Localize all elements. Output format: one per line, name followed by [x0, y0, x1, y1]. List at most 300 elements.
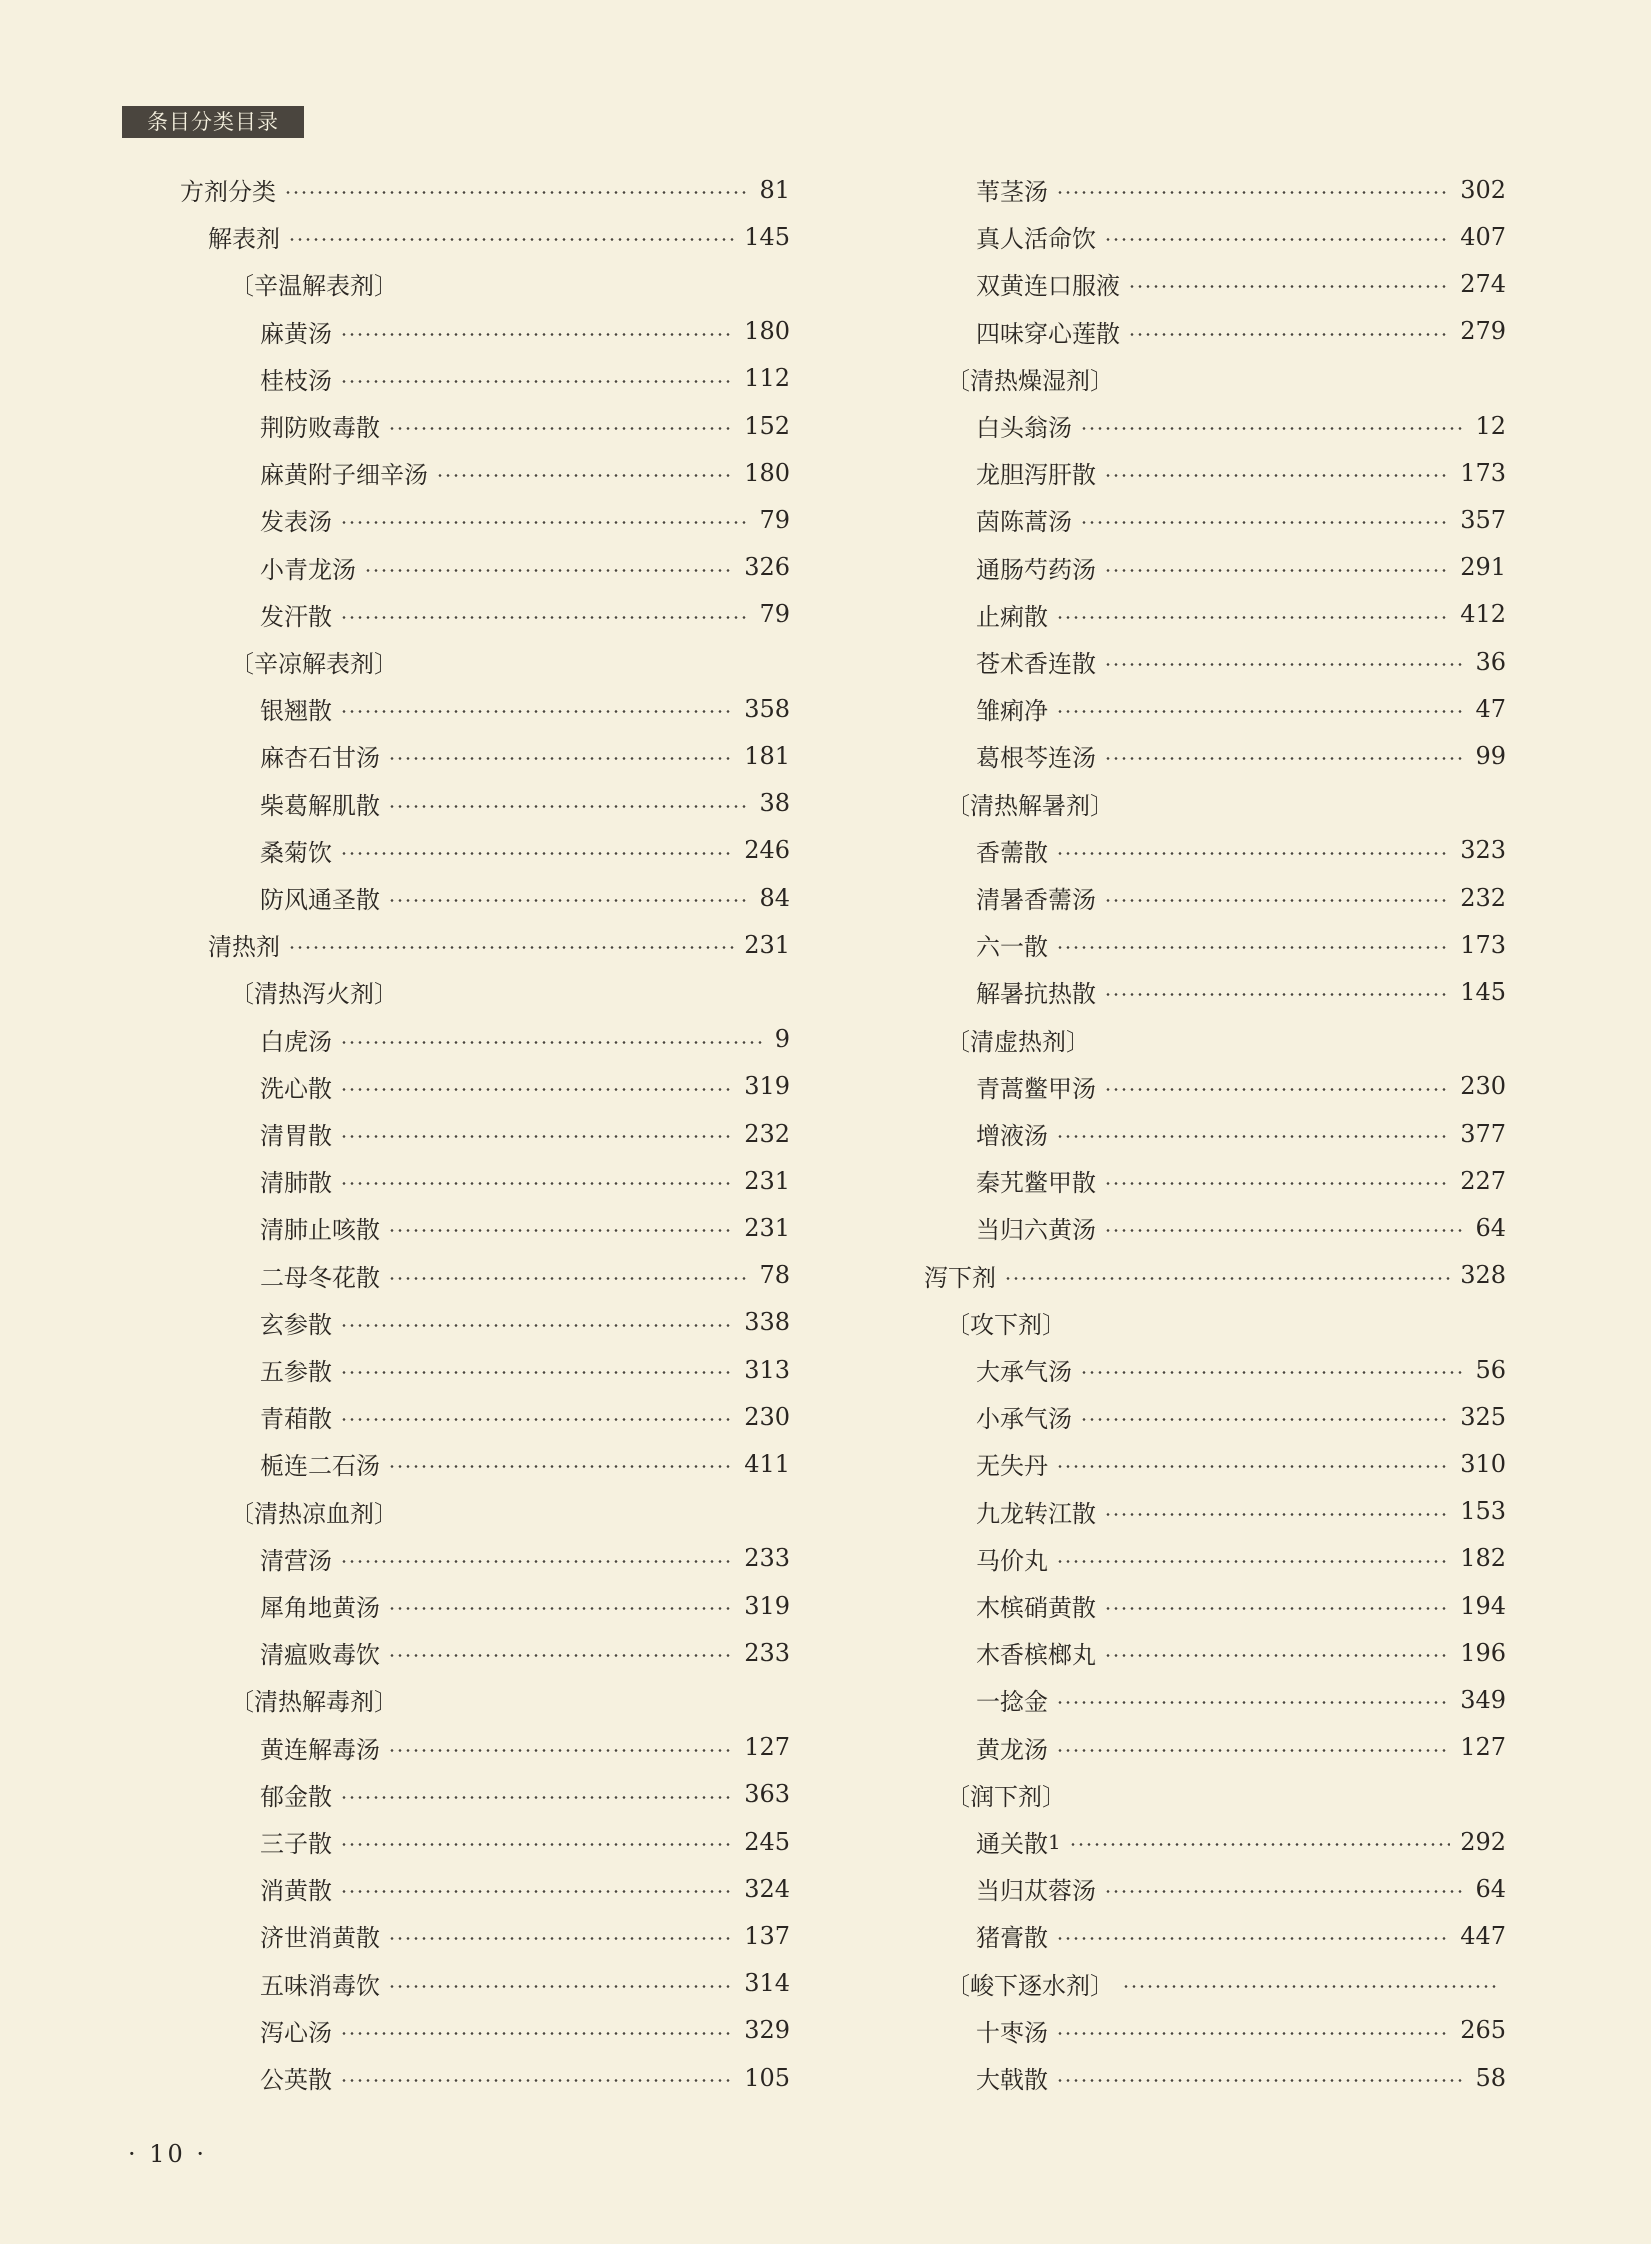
entry-page-number: 325 [1460, 1402, 1506, 1431]
toc-entry [976, 166, 1506, 213]
toc-entry [260, 1535, 790, 1582]
entry-label: 真人活命饮 [976, 225, 1096, 254]
leader-dots [1080, 427, 1465, 430]
leader-dots [340, 852, 734, 855]
toc-entry [976, 1110, 1506, 1157]
entry-page-number: 314 [744, 1969, 790, 1998]
leader-dots [340, 2032, 734, 2035]
toc-entry [976, 1063, 1506, 1110]
entry-label: 玄参散 [260, 1310, 332, 1339]
entry-label: 双黄连口服液 [976, 272, 1120, 301]
entry-page-number: 447 [1460, 1921, 1506, 1950]
leader-dots [288, 946, 734, 949]
toc-entry [976, 1488, 1506, 1535]
entry-label: 当归六黄汤 [976, 1216, 1096, 1245]
entry-label: 方剂分类 [180, 178, 276, 206]
entry-page-number: 173 [1460, 930, 1506, 959]
leader-dots [340, 1418, 734, 1421]
toc-entry [976, 968, 1506, 1015]
entry-page-number: 233 [744, 1638, 790, 1667]
entry-page-number: 36 [1475, 647, 1506, 676]
toc-entry [230, 968, 790, 1015]
entry-label: 龙胆泻肝散 [976, 461, 1096, 490]
entry-page-number: 265 [1460, 2016, 1506, 2045]
entry-label: 柴葛解肌散 [260, 791, 380, 820]
entry-label: 解暑抗热散 [976, 980, 1096, 1009]
leader-dots [1056, 616, 1450, 619]
entry-page-number: 105 [744, 2063, 790, 2092]
leader-dots [340, 1371, 734, 1374]
toc-entry [976, 1724, 1506, 1771]
entry-page-number: 313 [744, 1355, 790, 1384]
toc-entry [260, 1912, 790, 1959]
leader-dots [340, 1182, 734, 1185]
entry-label: 防风通圣散 [260, 886, 380, 914]
toc-entry [260, 1960, 790, 2007]
toc-entry [976, 1912, 1506, 1959]
entry-label: 青蒿鳖甲汤 [976, 1074, 1096, 1103]
leader-dots [340, 333, 734, 336]
leader-dots [1122, 1985, 1496, 1988]
toc-entry [208, 213, 790, 260]
entry-page-number: 196 [1460, 1638, 1506, 1667]
toc-entry [260, 1204, 790, 1251]
leader-dots [1104, 757, 1465, 760]
entry-page-number: 323 [1460, 836, 1506, 865]
entry-label: 五参散 [260, 1358, 332, 1386]
entry-label: 十枣汤 [976, 2018, 1048, 2047]
entry-label: 济世消黄散 [260, 1924, 380, 1953]
entry-page-number: 78 [759, 1261, 790, 1290]
entry-page-number: 329 [744, 2016, 790, 2045]
toc-entry [230, 1676, 790, 1723]
entry-label: 〔清热解暑剂〕 [946, 791, 1114, 820]
entry-page-number: 349 [1460, 1685, 1506, 1714]
entry-label: 清瘟败毒饮 [260, 1641, 380, 1670]
leader-dots [1104, 993, 1450, 996]
toc-entry [260, 1252, 790, 1299]
toc-entry [260, 2054, 790, 2101]
entry-label: 九龙转江散 [976, 1499, 1096, 1528]
entry-page-number: 230 [1460, 1072, 1506, 1101]
entry-label: 一捻金 [976, 1688, 1048, 1717]
toc-entry [976, 2007, 1506, 2054]
toc-entry [976, 449, 1506, 496]
toc-entry [946, 1960, 1506, 2007]
entry-label: 增液汤 [976, 1122, 1048, 1150]
toc-entry [976, 685, 1506, 732]
toc-entry [976, 1157, 1506, 1204]
entry-label: 栀连二石汤 [260, 1452, 380, 1481]
toc-entry [976, 402, 1506, 449]
toc-entry [260, 1063, 790, 1110]
toc-entry [946, 355, 1506, 402]
toc-entry [260, 1865, 790, 1912]
entry-page-number: 324 [744, 1874, 790, 1903]
entry-page-number: 56 [1475, 1355, 1506, 1384]
leader-dots [388, 1937, 734, 1940]
toc-entry [976, 1535, 1506, 1582]
leader-dots [1080, 1371, 1465, 1374]
leader-dots [340, 1088, 734, 1091]
toc-entry [976, 1440, 1506, 1487]
entry-label: 木香槟榔丸 [976, 1641, 1096, 1670]
leader-dots [364, 569, 734, 572]
entry-page-number: 127 [1460, 1733, 1506, 1762]
leader-dots [1056, 191, 1450, 194]
toc-entry [260, 1771, 790, 1818]
toc-entry [260, 1818, 790, 1865]
entry-label: 清热剂 [208, 933, 280, 962]
leader-dots [388, 1465, 734, 1468]
toc-entry [260, 1346, 790, 1393]
leader-dots [436, 474, 734, 477]
leader-dots [340, 1843, 734, 1846]
entry-label: 〔清虚热剂〕 [946, 1027, 1090, 1056]
toc-entry [260, 685, 790, 732]
leader-dots [1056, 1560, 1450, 1563]
entry-label: 〔辛凉解表剂〕 [230, 650, 398, 678]
entry-label: 清营汤 [260, 1546, 332, 1575]
entry-page-number: 79 [759, 505, 790, 534]
entry-page-number: 292 [1460, 1827, 1506, 1856]
toc-entry [260, 780, 790, 827]
toc-entry [976, 496, 1506, 543]
toc-entry [230, 638, 790, 685]
entry-label: 清胃散 [260, 1122, 332, 1150]
leader-dots [340, 616, 749, 619]
entry-page-number: 328 [1460, 1261, 1506, 1290]
leader-dots [288, 238, 734, 241]
entry-label: 清肺止咳散 [260, 1216, 380, 1245]
entry-label: 〔攻下剂〕 [946, 1310, 1066, 1339]
entry-page-number: 231 [744, 930, 790, 959]
entry-page-number: 145 [1460, 977, 1506, 1006]
entry-label: 麻黄附子细辛汤 [260, 461, 428, 490]
entry-page-number: 64 [1475, 1213, 1506, 1242]
entry-page-number: 84 [759, 883, 790, 912]
toc-entry [260, 496, 790, 543]
entry-label: 桂枝汤 [260, 366, 332, 395]
toc-entry [260, 1016, 790, 1063]
entry-label: 三子散 [260, 1830, 332, 1858]
leader-dots [1056, 1937, 1450, 1940]
entry-page-number: 310 [1460, 1449, 1506, 1478]
leader-dots [1080, 521, 1450, 524]
entry-label: 茵陈蒿汤 [976, 508, 1072, 537]
toc-entry [976, 921, 1506, 968]
toc-entry [976, 732, 1506, 779]
entry-label: 泻心汤 [260, 2018, 332, 2047]
leader-dots [388, 757, 734, 760]
entry-label: 无失丹 [976, 1452, 1048, 1481]
entry-label: 青葙散 [260, 1405, 332, 1434]
leader-dots [1128, 285, 1450, 288]
entry-label: 大承气汤 [976, 1358, 1072, 1386]
toc-entry [260, 732, 790, 779]
entry-page-number: 357 [1460, 505, 1506, 534]
leader-dots [1056, 946, 1450, 949]
entry-label: 犀角地黄汤 [260, 1594, 380, 1622]
toc-entry [260, 874, 790, 921]
toc-entry [976, 1204, 1506, 1251]
entry-page-number: 182 [1460, 1544, 1506, 1573]
toc-entry [976, 308, 1506, 355]
toc-entry [260, 1157, 790, 1204]
entry-label: 苇茎汤 [976, 178, 1048, 206]
entry-label: 〔润下剂〕 [946, 1782, 1066, 1811]
entry-label: 解表剂 [208, 225, 280, 254]
toc-entry [946, 780, 1506, 827]
entry-page-number: 233 [744, 1544, 790, 1573]
leader-dots [1104, 1182, 1450, 1185]
page-number: · 10 · [128, 2140, 208, 2168]
toc-entry [976, 1393, 1506, 1440]
entry-label: 洗心散 [260, 1074, 332, 1103]
leader-dots [340, 1890, 734, 1893]
toc-entry [260, 1299, 790, 1346]
leader-dots [388, 1749, 734, 1752]
entry-page-number: 38 [759, 789, 790, 818]
toc-entry [260, 402, 790, 449]
leader-dots [1056, 2032, 1450, 2035]
entry-label: 通关散 [976, 1830, 1048, 1858]
entry-page-number: 232 [1460, 883, 1506, 912]
entry-page-number: 338 [744, 1308, 790, 1337]
leader-dots [388, 1985, 734, 1988]
leader-dots [1104, 1654, 1450, 1657]
entry-label: 银翘散 [260, 697, 332, 726]
leader-dots [1056, 1465, 1450, 1468]
leader-dots [1056, 2079, 1465, 2082]
leader-dots [1104, 1890, 1465, 1893]
entry-label: 清肺散 [260, 1169, 332, 1198]
toc-entry [260, 355, 790, 402]
entry-page-number: 231 [744, 1213, 790, 1242]
entry-label: 马价丸 [976, 1546, 1048, 1575]
entry-label: 消黄散 [260, 1877, 332, 1906]
leader-dots [1080, 1418, 1450, 1421]
toc-entry [976, 1676, 1506, 1723]
entry-label: 黄龙汤 [976, 1735, 1048, 1764]
toc-entry [976, 544, 1506, 591]
entry-page-number: 231 [744, 1166, 790, 1195]
toc-entry [260, 308, 790, 355]
leader-dots [1056, 1135, 1450, 1138]
entry-page-number: 227 [1460, 1166, 1506, 1195]
entry-label: 苍术香连散 [976, 650, 1096, 678]
leader-dots [340, 1560, 734, 1563]
entry-label: 猪膏散 [976, 1924, 1048, 1953]
toc-entry [976, 213, 1506, 260]
toc-entry [976, 2054, 1506, 2101]
entry-page-number: 145 [744, 222, 790, 251]
entry-page-number: 173 [1460, 458, 1506, 487]
leader-dots [340, 1324, 734, 1327]
entry-label: 二母冬花散 [260, 1263, 380, 1292]
toc-entry [976, 1629, 1506, 1676]
entry-label: 香薷散 [976, 838, 1048, 867]
leader-dots [388, 427, 734, 430]
entry-page-number: 81 [759, 175, 790, 204]
entry-label: 大戟散 [976, 2066, 1048, 2094]
leader-dots [1104, 569, 1450, 572]
toc-entry [208, 921, 790, 968]
leader-dots [1128, 333, 1450, 336]
entry-label: 木槟硝黄散 [976, 1594, 1096, 1622]
entry-label: 〔辛温解表剂〕 [230, 272, 398, 301]
leader-dots [388, 899, 749, 902]
toc-entry [976, 638, 1506, 685]
entry-label: 泻下剂 [924, 1263, 996, 1292]
toc-entry [260, 544, 790, 591]
entry-page-number: 12 [1475, 411, 1506, 440]
toc-entry [260, 1629, 790, 1676]
entry-page-number: 291 [1460, 553, 1506, 582]
leader-dots [1056, 1701, 1450, 1704]
toc-entry [976, 1865, 1506, 1912]
entry-label: 白头翁汤 [976, 414, 1072, 442]
leader-dots [340, 2079, 734, 2082]
entry-label: 发汗散 [260, 602, 332, 631]
entry-label: 秦艽鳖甲散 [976, 1169, 1096, 1198]
leader-dots [1104, 1088, 1450, 1091]
leader-dots [388, 1654, 734, 1657]
entry-label: 麻黄汤 [260, 319, 332, 348]
entry-page-number: 407 [1460, 222, 1506, 251]
entry-label: 〔峻下逐水剂〕 [946, 1971, 1114, 2000]
leader-dots [1004, 1277, 1450, 1280]
toc-entry [946, 1016, 1506, 1063]
toc-entry [976, 827, 1506, 874]
leader-dots [388, 805, 749, 808]
toc-entry [976, 1346, 1506, 1393]
toc-entry [260, 449, 790, 496]
entry-page-number: 230 [744, 1402, 790, 1431]
entry-page-number: 99 [1475, 741, 1506, 770]
leader-dots [1069, 1843, 1450, 1846]
leader-dots [1104, 663, 1465, 666]
entry-page-number: 181 [744, 741, 790, 770]
entry-page-number: 274 [1460, 269, 1506, 298]
entry-label: 〔清热燥湿剂〕 [946, 366, 1114, 395]
leader-dots [340, 380, 734, 383]
entry-page-number: 127 [744, 1733, 790, 1762]
entry-superscript: 1 [1048, 1829, 1061, 1854]
entry-label: 雏痢净 [976, 697, 1048, 726]
entry-label: 清暑香薷汤 [976, 886, 1096, 914]
entry-page-number: 245 [744, 1827, 790, 1856]
entry-label: 小青龙汤 [260, 555, 356, 584]
entry-label: 〔清热凉血剂〕 [230, 1499, 398, 1528]
entry-page-number: 246 [744, 836, 790, 865]
entry-page-number: 64 [1475, 1874, 1506, 1903]
entry-label: 〔清热解毒剂〕 [230, 1688, 398, 1717]
entry-label: 五味消毒饮 [260, 1971, 380, 2000]
entry-label: 黄连解毒汤 [260, 1735, 380, 1764]
leader-dots [340, 1135, 734, 1138]
entry-page-number: 153 [1460, 1497, 1506, 1526]
entry-page-number: 411 [744, 1449, 790, 1478]
section-header: 条目分类目录 [122, 106, 304, 138]
toc-entry [230, 1488, 790, 1535]
leader-dots [1056, 710, 1465, 713]
entry-page-number: 412 [1460, 600, 1506, 629]
leader-dots [1104, 474, 1450, 477]
entry-page-number: 180 [744, 317, 790, 346]
toc-entry [260, 2007, 790, 2054]
entry-page-number: 279 [1460, 317, 1506, 346]
toc-entry [260, 1110, 790, 1157]
entry-page-number: 152 [744, 411, 790, 440]
entry-page-number: 377 [1460, 1119, 1506, 1148]
leader-dots [340, 521, 749, 524]
entry-page-number: 112 [744, 364, 790, 393]
entry-label: 发表汤 [260, 508, 332, 537]
toc-entry [180, 166, 790, 213]
entry-label: 麻杏石甘汤 [260, 744, 380, 773]
leader-dots [388, 1277, 749, 1280]
toc-entry [976, 874, 1506, 921]
entry-label: 白虎汤 [260, 1027, 332, 1056]
entry-page-number: 194 [1460, 1591, 1506, 1620]
entry-label: 当归苁蓉汤 [976, 1877, 1096, 1906]
toc-entry [976, 1582, 1506, 1629]
entry-page-number: 302 [1460, 175, 1506, 204]
entry-label: 荆防败毒散 [260, 414, 380, 442]
entry-page-number: 319 [744, 1591, 790, 1620]
entry-label: 四味穿心莲散 [976, 319, 1120, 348]
entry-page-number: 363 [744, 1780, 790, 1809]
entry-page-number: 326 [744, 553, 790, 582]
entry-page-number: 319 [744, 1072, 790, 1101]
toc-entry [946, 1771, 1506, 1818]
toc-entry [924, 1252, 1506, 1299]
toc-entry [260, 1582, 790, 1629]
toc-entry [946, 1299, 1506, 1346]
entry-label: 止痢散 [976, 602, 1048, 631]
toc-entry [230, 260, 790, 307]
entry-page-number: 47 [1475, 694, 1506, 723]
toc-entry [260, 1724, 790, 1771]
leader-dots [1104, 1513, 1450, 1516]
leader-dots [284, 191, 749, 194]
leader-dots [340, 710, 734, 713]
toc-entry [260, 827, 790, 874]
toc-entry [260, 591, 790, 638]
leader-dots [388, 1229, 734, 1232]
entry-label: 小承气汤 [976, 1405, 1072, 1434]
toc-entry [976, 591, 1506, 638]
entry-label: 公英散 [260, 2066, 332, 2094]
leader-dots [1056, 1749, 1450, 1752]
entry-page-number: 9 [774, 1025, 790, 1054]
entry-page-number: 79 [759, 600, 790, 629]
entry-page-number: 58 [1475, 2063, 1506, 2092]
leader-dots [340, 1041, 765, 1044]
entry-page-number: 180 [744, 458, 790, 487]
entry-label: 桑菊饮 [260, 838, 332, 867]
entry-page-number: 232 [744, 1119, 790, 1148]
leader-dots [1104, 238, 1450, 241]
leader-dots [340, 1796, 734, 1799]
leader-dots [1104, 899, 1450, 902]
entry-page-number: 137 [744, 1921, 790, 1950]
entry-label: 六一散 [976, 933, 1048, 962]
entry-label: 〔清热泻火剂〕 [230, 980, 398, 1009]
entry-label: 郁金散 [260, 1782, 332, 1811]
toc-entry [976, 260, 1506, 307]
